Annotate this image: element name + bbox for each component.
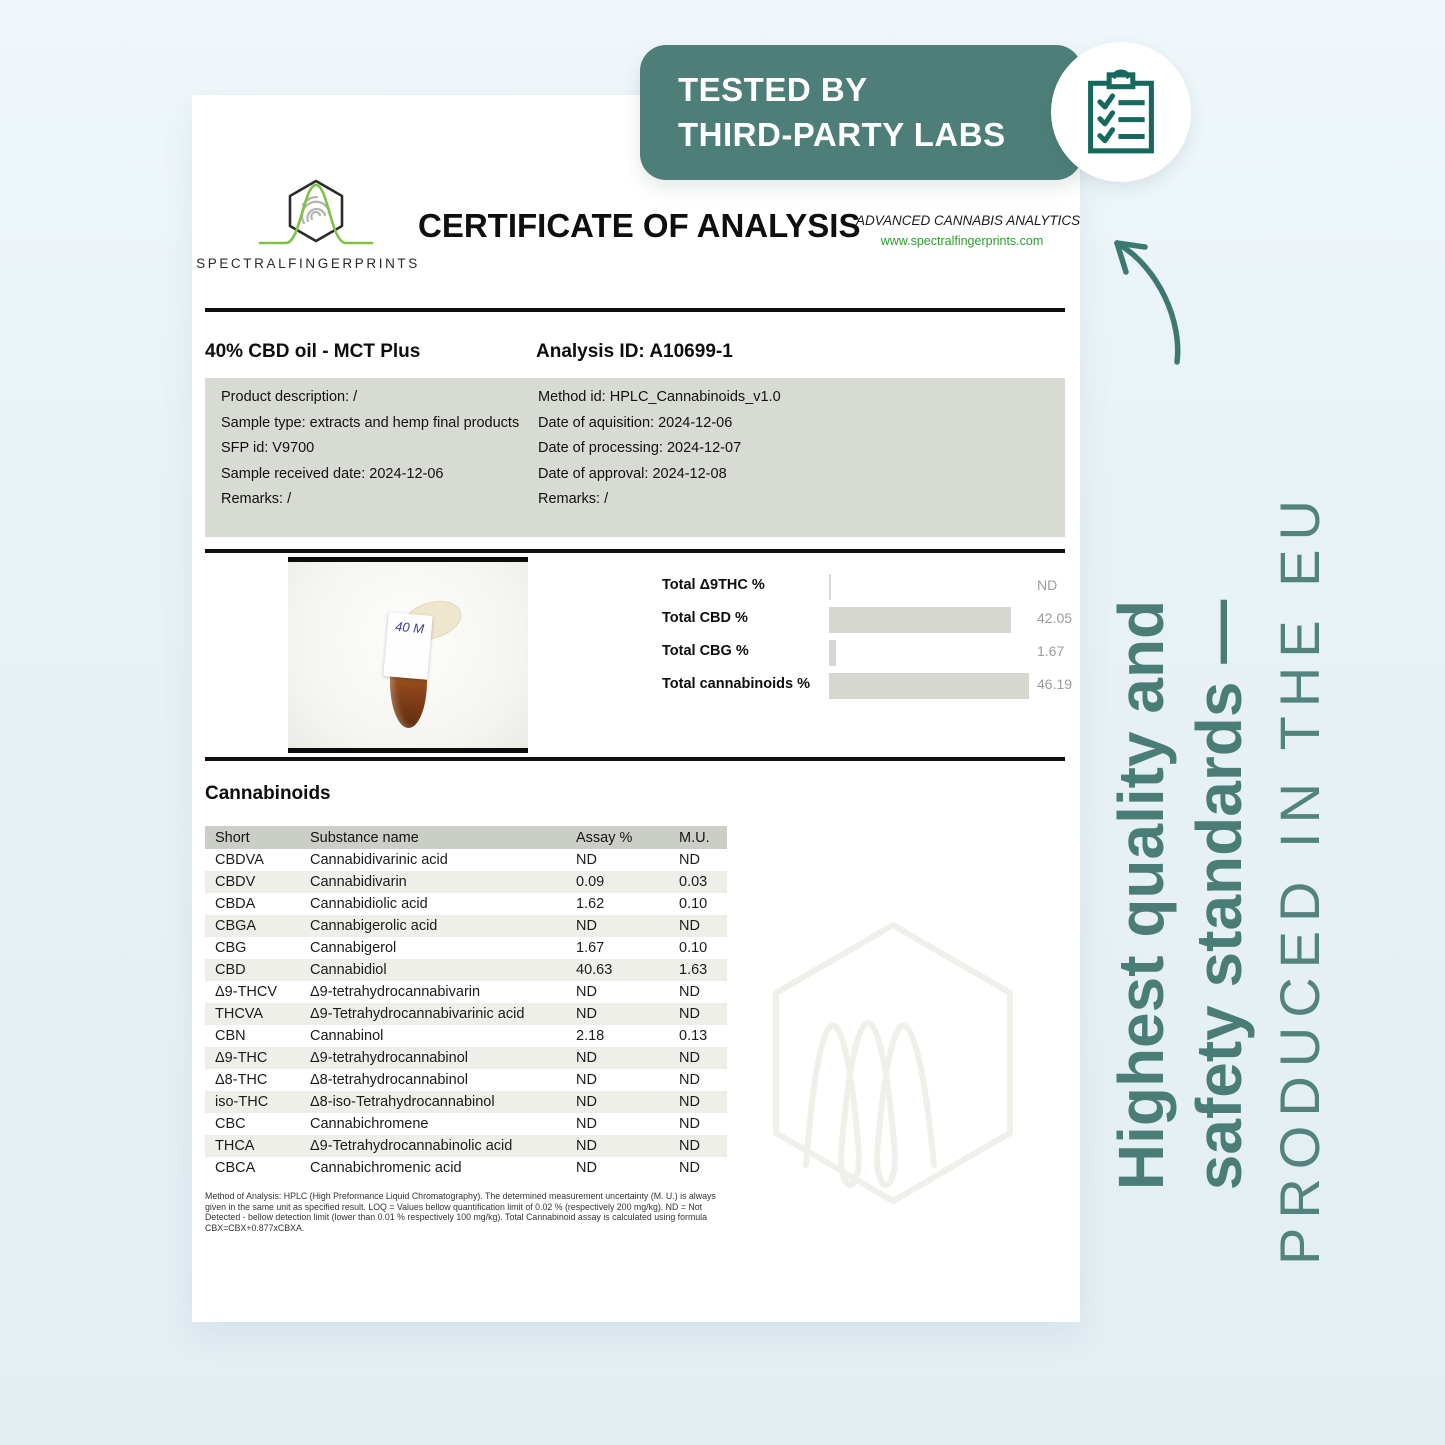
table-cell: Cannabidiol <box>310 962 387 978</box>
chart-bar-track <box>829 673 1029 699</box>
chart-value: 42.05 <box>1037 610 1073 626</box>
chart-value: ND <box>1037 577 1058 593</box>
divider-line <box>205 308 1065 312</box>
table-cell: Cannabigerolic acid <box>310 918 438 934</box>
table-cell: ND <box>576 852 597 868</box>
table-cell: Δ9-THC <box>215 1050 268 1066</box>
table-cell: CBCA <box>215 1160 256 1176</box>
table-header-cell: Short <box>215 829 250 846</box>
table-cell: ND <box>679 1094 700 1110</box>
table-cell: CBC <box>215 1116 246 1132</box>
table-cell: ND <box>679 852 700 868</box>
table-cell: CBDA <box>215 896 256 912</box>
table-cell: Δ9-THCV <box>215 984 278 1000</box>
table-cell: ND <box>576 984 597 1000</box>
sample-info-line: Remarks: / <box>221 491 292 507</box>
sample-info-box <box>205 378 1065 537</box>
chart-bar-track <box>829 574 1029 600</box>
chart-category-label: Total CBD % <box>662 610 748 626</box>
table-row <box>205 1157 727 1179</box>
table-row <box>205 893 727 915</box>
table-cell: ND <box>576 1094 597 1110</box>
method-note: Method of Analysis: HPLC (High Preformance Liquid Chromatography). The determined measurement uncertainty (M. U.) is always given in the same unit as specified result. LOQ = Values bellow quantification limit of 0.02 % (respectively 200 mg/kg). ND = Not Detected - bellow detection limit (lower than 0.01 % respectively 100 mg/kg). Total Cannabinoid assay is calculated using formula CBX=CBX+0.877xCBXA. <box>205 1191 716 1233</box>
sample-info-line: Sample received date: 2024-12-06 <box>221 465 444 482</box>
table-cell: ND <box>679 1050 700 1066</box>
chart-category-label: Total cannabinoids % <box>662 676 810 692</box>
table-cell: 0.10 <box>679 940 708 956</box>
sample-photo <box>288 557 528 753</box>
chart-category-label: Total Δ9THC % <box>662 577 765 593</box>
table-cell: ND <box>679 1116 700 1132</box>
table-cell: 1.67 <box>576 940 605 956</box>
badge-line1: TESTED BY <box>678 71 868 108</box>
table-cell: CBGA <box>215 918 257 934</box>
table-cell: 0.03 <box>679 874 708 890</box>
table-cell: Cannabichromene <box>310 1116 429 1132</box>
clipboard-checklist-icon <box>1083 67 1159 157</box>
sample-info-left-column <box>221 385 519 513</box>
table-cell: Cannabidivarinic acid <box>310 852 448 868</box>
chart-bar <box>829 640 836 666</box>
chart-bar <box>829 607 1011 633</box>
table-cell: ND <box>576 1138 597 1154</box>
chart-axis-line <box>829 574 831 600</box>
table-cell: ND <box>679 1138 700 1154</box>
table-row <box>205 1091 727 1113</box>
table-cell: CBDV <box>215 874 256 890</box>
table-row <box>205 937 727 959</box>
product-title: 40% CBD oil - MCT Plus <box>205 341 421 362</box>
side-claim-line1: Highest quality and <box>1105 599 1177 1191</box>
table-cell: Cannabidiolic acid <box>310 896 428 912</box>
table-cell: Δ8-tetrahydrocannabinol <box>310 1072 469 1088</box>
spectralfingerprints-logo-icon <box>254 175 378 255</box>
table-cell: ND <box>679 984 700 1000</box>
tested-by-badge <box>640 45 1082 180</box>
table-cell: Cannabidivarin <box>310 874 407 890</box>
table-cell: Cannabinol <box>310 1028 384 1044</box>
chart-bar-track <box>829 607 1029 633</box>
table-cell: CBD <box>215 962 246 978</box>
table-row <box>205 1003 727 1025</box>
badge-icon-circle <box>1051 42 1191 182</box>
table-cell: iso-THC <box>215 1094 269 1110</box>
table-cell: 40.63 <box>576 962 613 978</box>
sample-info-line: SFP id: V9700 <box>221 440 315 456</box>
table-row <box>205 1047 727 1069</box>
table-cell: 1.62 <box>576 896 605 912</box>
table-cell: 0.09 <box>576 874 605 890</box>
table-row <box>205 959 727 981</box>
table-cell: CBDVA <box>215 852 264 868</box>
table-header-row <box>205 826 727 849</box>
brand-name: SPECTRALFINGERPRINTS <box>196 256 420 271</box>
table-cell: ND <box>576 1072 597 1088</box>
table-title: Cannabinoids <box>205 783 331 804</box>
chart-value: 46.19 <box>1037 676 1073 692</box>
photo-background <box>288 562 528 748</box>
table-cell: ND <box>679 918 700 934</box>
table-cell: 1.63 <box>679 962 708 978</box>
table-row <box>205 1025 727 1047</box>
table-cell: CBN <box>215 1028 246 1044</box>
table-cell: Δ8-iso-Tetrahydrocannabinol <box>310 1094 495 1110</box>
chart-bar-track <box>829 640 1029 666</box>
table-cell: 0.13 <box>679 1028 708 1044</box>
lab-website: www.spectralfingerprints.com <box>880 234 1044 248</box>
table-cell: THCVA <box>215 1006 264 1022</box>
analysis-id: Analysis ID: A10699-1 <box>536 341 733 362</box>
lab-header-right <box>856 213 1081 248</box>
table-cell: ND <box>679 1072 700 1088</box>
divider-line <box>205 757 1065 761</box>
divider-line <box>205 549 1065 553</box>
table-cell: ND <box>576 1116 597 1132</box>
table-cell: CBG <box>215 940 247 956</box>
sample-info-line: Product description: / <box>221 389 358 405</box>
side-claim-text <box>1102 491 1342 1265</box>
lab-tagline: ADVANCED CANNABIS ANALYTICS <box>856 213 1081 228</box>
cannabinoids-table <box>205 826 727 1179</box>
sample-info-line: Method id: HPLC_Cannabinoids_v1.0 <box>538 389 781 405</box>
table-cell: ND <box>576 918 597 934</box>
chart-category-label: Total CBG % <box>662 643 749 659</box>
badge-line2: THIRD-PARTY LABS <box>678 116 1006 153</box>
certificate-title: CERTIFICATE OF ANALYSIS <box>418 207 861 244</box>
table-row <box>205 1135 727 1157</box>
badge-text <box>678 67 1006 157</box>
table-cell: ND <box>576 1160 597 1176</box>
sample-info-line: Remarks: / <box>538 491 609 507</box>
table-cell: Δ8-THC <box>215 1072 268 1088</box>
table-row <box>205 915 727 937</box>
table-cell: Cannabigerol <box>310 940 397 956</box>
table-row <box>205 871 727 893</box>
sample-info-right-column <box>538 385 781 513</box>
chart-value: 1.67 <box>1037 643 1065 659</box>
table-row <box>205 981 727 1003</box>
table-cell: Δ9-Tetrahydrocannabivarinic acid <box>310 1006 525 1022</box>
table-cell: ND <box>576 1006 597 1022</box>
side-claim-line3: PRODUCED IN THE EU <box>1268 491 1331 1265</box>
side-claim-line2: safety standards — <box>1183 599 1255 1191</box>
table-header-cell: M.U. <box>679 829 710 846</box>
table-row <box>205 849 727 871</box>
sample-info-line: Date of approval: 2024-12-08 <box>538 465 727 482</box>
table-cell: ND <box>679 1160 700 1176</box>
table-row <box>205 1069 727 1091</box>
table-cell: Δ9-Tetrahydrocannabinolic acid <box>310 1138 513 1154</box>
table-cell: Cannabichromenic acid <box>310 1160 462 1176</box>
chart-bar <box>829 673 1029 699</box>
table-header-cell: Substance name <box>310 829 419 846</box>
table-header-cell: Assay % <box>576 829 633 846</box>
sample-info-line: Date of aquisition: 2024-12-06 <box>538 414 733 431</box>
table-row <box>205 1113 727 1135</box>
curved-arrow-icon <box>1090 228 1200 378</box>
certificate-sheet <box>192 95 1080 1322</box>
table-cell: 2.18 <box>576 1028 605 1044</box>
hexagon-watermark-icon <box>758 913 1028 1213</box>
table-cell: ND <box>576 1050 597 1066</box>
table-cell: ND <box>679 1006 700 1022</box>
table-cell: Δ9-tetrahydrocannabivarin <box>310 984 481 1000</box>
tube-label: 40 M <box>383 612 432 680</box>
table-cell: 0.10 <box>679 896 708 912</box>
table-cell: THCA <box>215 1138 255 1154</box>
sample-info-line: Sample type: extracts and hemp final products <box>221 414 520 431</box>
sample-info-line: Date of processing: 2024-12-07 <box>538 440 742 456</box>
table-cell: Δ9-tetrahydrocannabinol <box>310 1050 469 1066</box>
